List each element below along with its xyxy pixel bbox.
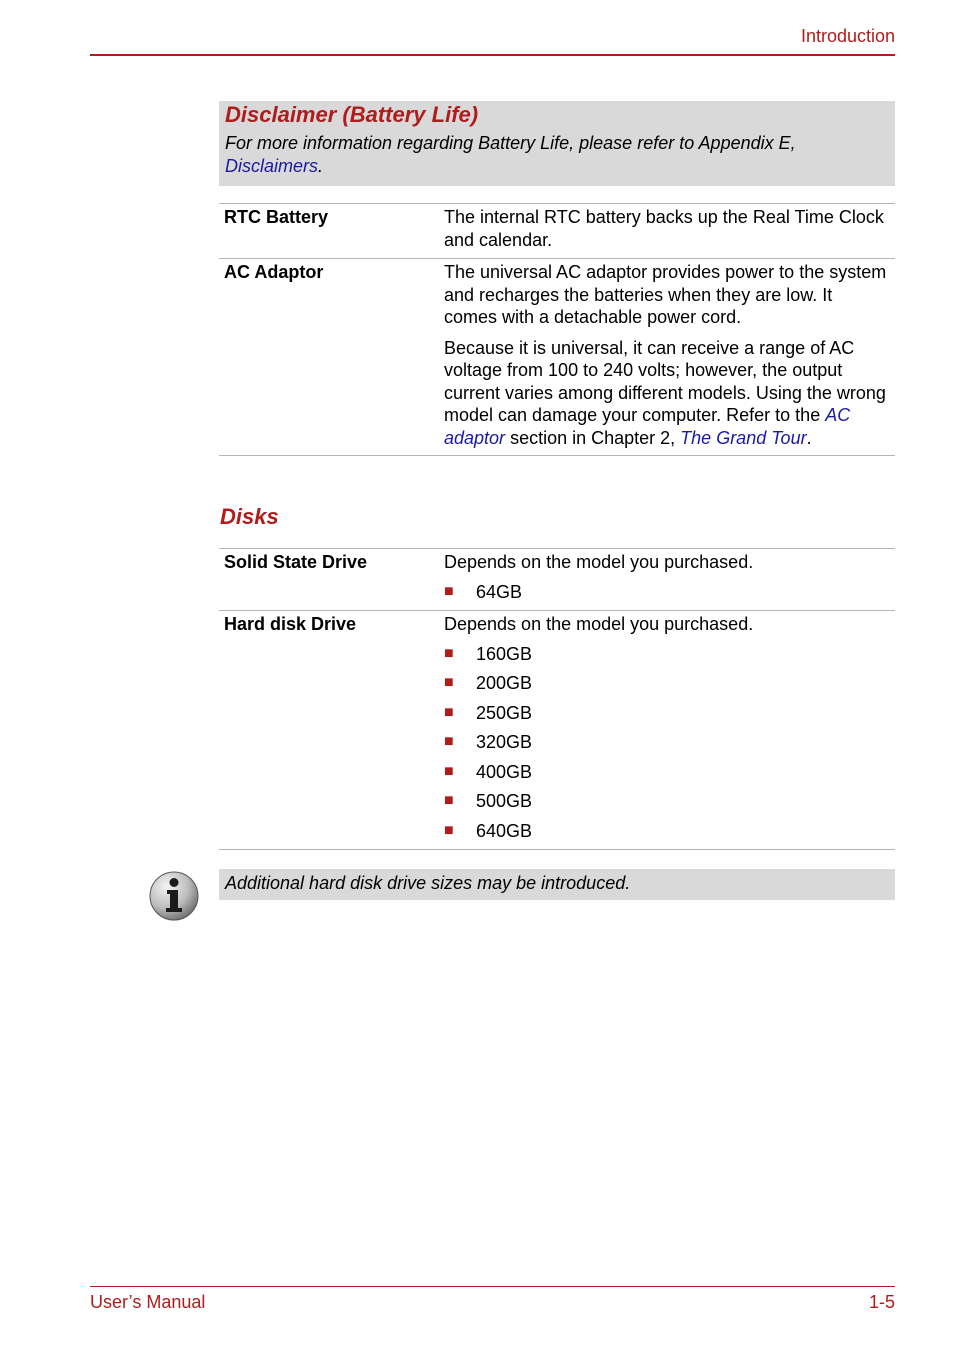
grand-tour-link[interactable]: The Grand Tour <box>680 427 807 448</box>
hdd-label: Hard disk Drive <box>224 614 357 634</box>
ac-adaptor-para2: Because it is universal, it can receive a range of AC voltage from 100 to 240 volts; however, the output current varies among different models. Using the wrong model can damage your computer. Refer to the AC adaptor section in Chapter 2, The Grand Tour. <box>444 337 886 448</box>
power-spec-table <box>219 203 895 456</box>
disks-spec-table <box>219 548 895 850</box>
header-section-title: Introduction <box>800 26 895 46</box>
bullet-square-icon: ■ <box>444 674 454 691</box>
bullet-square-icon: ■ <box>444 733 454 750</box>
bullet-square-icon: ■ <box>444 582 454 600</box>
note-box <box>219 869 895 900</box>
hdd-text: Depends on the model you purchased. <box>444 614 754 634</box>
ssd-text: Depends on the model you purchased. <box>444 552 754 572</box>
info-icon <box>148 870 200 922</box>
list-item: ■ 160GB <box>444 643 533 664</box>
table-row <box>219 549 895 611</box>
list-item: ■ 320GB <box>444 732 533 752</box>
list-item: ■ 640GB <box>444 820 533 841</box>
bullet-square-icon: ■ <box>444 644 454 662</box>
list-item: ■ 64GB <box>444 581 523 602</box>
disclaimer-title: Disclaimer (Battery Life) <box>225 102 479 127</box>
table-row <box>219 259 895 456</box>
list-item: ■ 500GB <box>444 791 533 811</box>
hdd-description <box>444 611 895 850</box>
disclaimer-box <box>219 101 895 186</box>
page-number: 1-5 <box>868 1292 895 1312</box>
footer-divider <box>90 1286 895 1287</box>
table-row <box>219 204 895 259</box>
header-divider <box>90 54 895 56</box>
bullet-square-icon: ■ <box>444 703 454 721</box>
table-row <box>219 611 895 850</box>
list-item: ■ 200GB <box>444 673 533 693</box>
disclaimers-link[interactable]: Disclaimers <box>225 156 319 176</box>
rtc-battery-description: The internal RTC battery backs up the Real Time Clock and calendar. <box>444 207 884 250</box>
ssd-label: Solid State Drive <box>224 552 368 572</box>
ac-adaptor-label: AC Adaptor <box>224 262 324 282</box>
bullet-square-icon: ■ <box>444 762 454 780</box>
ac-adaptor-link[interactable]: AC adaptor <box>444 405 851 448</box>
ssd-description <box>444 549 895 611</box>
rtc-battery-label: RTC Battery <box>224 207 329 227</box>
bullet-square-icon: ■ <box>444 792 454 809</box>
footer-manual-title: User’s Manual <box>90 1292 206 1312</box>
disclaimer-text: For more information regarding Battery Life, please refer to Appendix E, Disclaimers. <box>225 133 796 176</box>
list-item: ■ 250GB <box>444 702 533 723</box>
disks-section-title: Disks <box>220 504 279 529</box>
note-text: Additional hard disk drive sizes may be introduced. <box>225 873 631 893</box>
ac-adaptor-description <box>444 259 895 456</box>
bullet-square-icon: ■ <box>444 821 454 839</box>
ac-adaptor-para1: The universal AC adaptor provides power to the system and recharges the batteries when they are low. It comes with a detachable power cord. <box>444 262 887 327</box>
list-item: ■ 400GB <box>444 761 533 782</box>
